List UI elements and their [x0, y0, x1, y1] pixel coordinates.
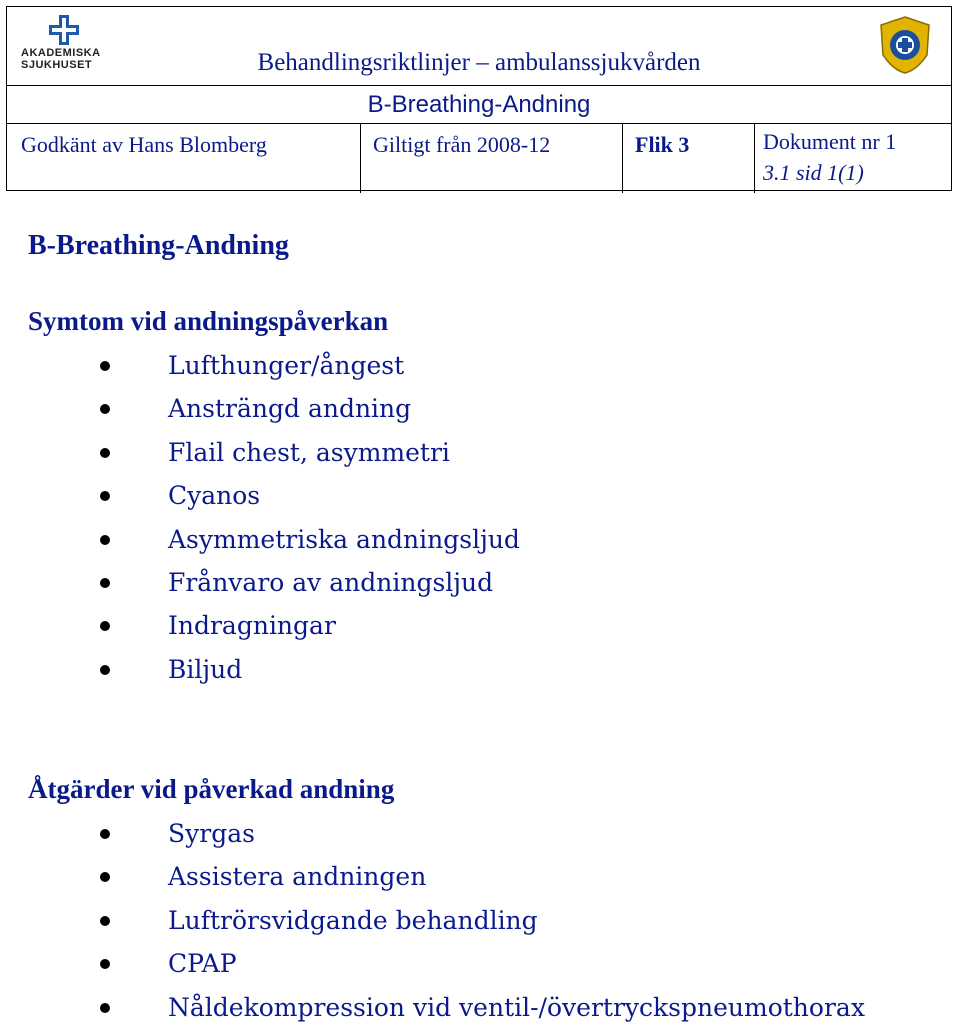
bullet-icon	[100, 829, 110, 839]
list-item: Biljud	[0, 648, 520, 691]
bullet-icon	[100, 959, 110, 969]
list-item: Nåldekompression vid ventil-/övertryckspneumothorax	[0, 986, 865, 1029]
list-item: Indragningar	[0, 604, 520, 647]
bullet-icon	[100, 404, 110, 414]
header-title: Behandlingsriktlinjer – ambulanssjukvården	[257, 49, 701, 76]
bullet-icon	[100, 916, 110, 926]
bullet-icon	[100, 448, 110, 458]
header-top-section	[7, 7, 951, 86]
actions-list	[0, 812, 865, 1029]
list-item: Cyanos	[0, 474, 520, 517]
logo-text: AKADEMISKA SJUKHUSET	[21, 47, 101, 71]
actions-heading: Åtgärder vid påverkad andning	[28, 774, 395, 804]
list-item: CPAP	[0, 942, 865, 985]
list-item: Luftrörsvidgande behandling	[0, 899, 865, 942]
list-item: Assistera andningen	[0, 855, 865, 898]
ambulance-badge-icon	[877, 15, 933, 75]
document-number-cell	[754, 124, 953, 193]
document-number: Dokument nr 1	[763, 129, 897, 154]
bullet-icon	[100, 621, 110, 631]
valid-from: Giltigt från 2008-12	[360, 124, 622, 193]
list-item: Flail chest, asymmetri	[0, 431, 520, 474]
hospital-cross-icon	[49, 15, 79, 45]
header-info-row	[7, 123, 951, 193]
bullet-icon	[100, 491, 110, 501]
bullet-icon	[100, 578, 110, 588]
list-item: Asymmetriska andningsljud	[0, 518, 520, 561]
bullet-icon	[100, 1003, 110, 1013]
symptoms-heading: Symtom vid andningspåverkan	[28, 306, 389, 336]
bullet-icon	[100, 665, 110, 675]
tab-label: Flik 3	[622, 124, 754, 193]
approved-by: Godkänt av Hans Blomberg	[21, 132, 267, 157]
bullet-icon	[100, 535, 110, 545]
list-item: Lufthunger/ångest	[0, 344, 520, 387]
header-subtitle: B-Breathing-Andning	[367, 91, 591, 118]
page-number: 3.1 sid 1(1)	[763, 160, 864, 185]
list-item: Frånvaro av andningsljud	[0, 561, 520, 604]
list-item: Syrgas	[0, 812, 865, 855]
list-item: Ansträngd andning	[0, 387, 520, 430]
bullet-icon	[100, 872, 110, 882]
section-title: B-Breathing-Andning	[28, 230, 289, 261]
symptoms-list	[0, 344, 520, 691]
bullet-icon	[100, 361, 110, 371]
document-header	[6, 6, 952, 191]
